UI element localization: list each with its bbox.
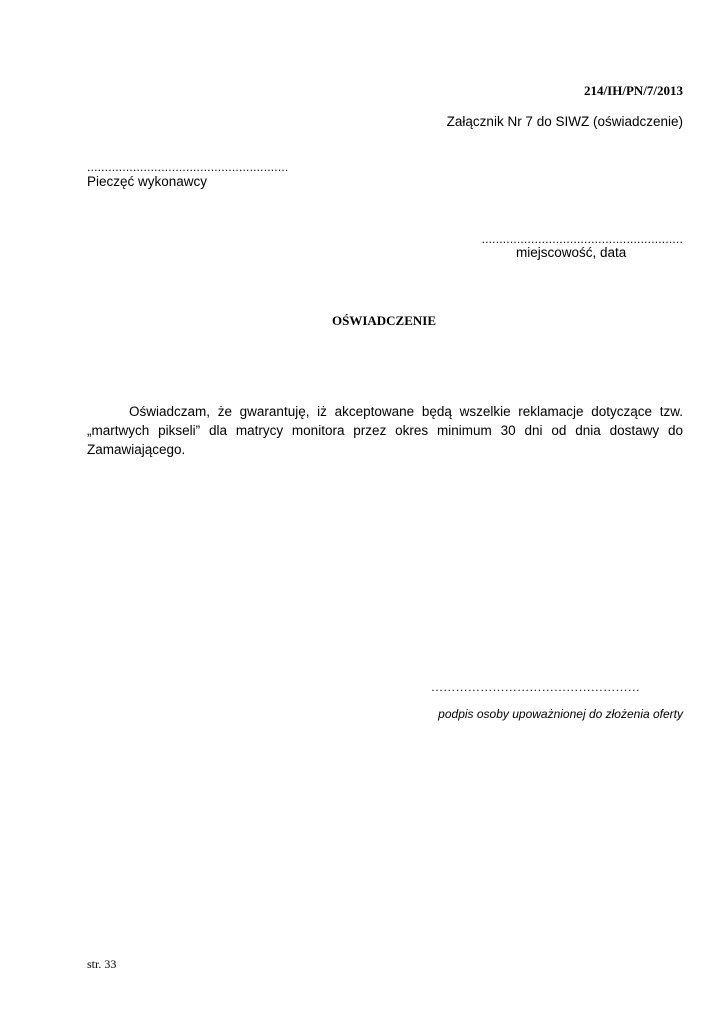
page-number: str. 33 [87,957,117,971]
contractor-stamp-label: Pieczęć wykonawcy [87,174,208,189]
signature-dotted-line: …………………………………………… [431,680,641,694]
signature-label: podpis osoby upoważnionej do złożenia oferty [438,707,683,721]
place-date-label: miejscowość, data [516,245,627,260]
attachment-label: Załącznik Nr 7 do SIWZ (oświadczenie) [446,114,683,129]
statement-paragraph: Oświadczam, że gwarantuję, iż akceptowane będą wszelkie reklamacje dotyczące tzw. „martwych pikseli” dla matrycy monitora przez okres minimum 30 dni od dnia dostawy do Zamawiającego. [87,404,683,457]
document-title: OŚWIADCZENIE [331,313,437,328]
place-date-dotted-line: ......................................................... [481,232,683,246]
contractor-stamp-dotted-line: ......................................................... [87,160,289,174]
reference-number: 214/IH/PN/7/2013 [584,83,683,98]
